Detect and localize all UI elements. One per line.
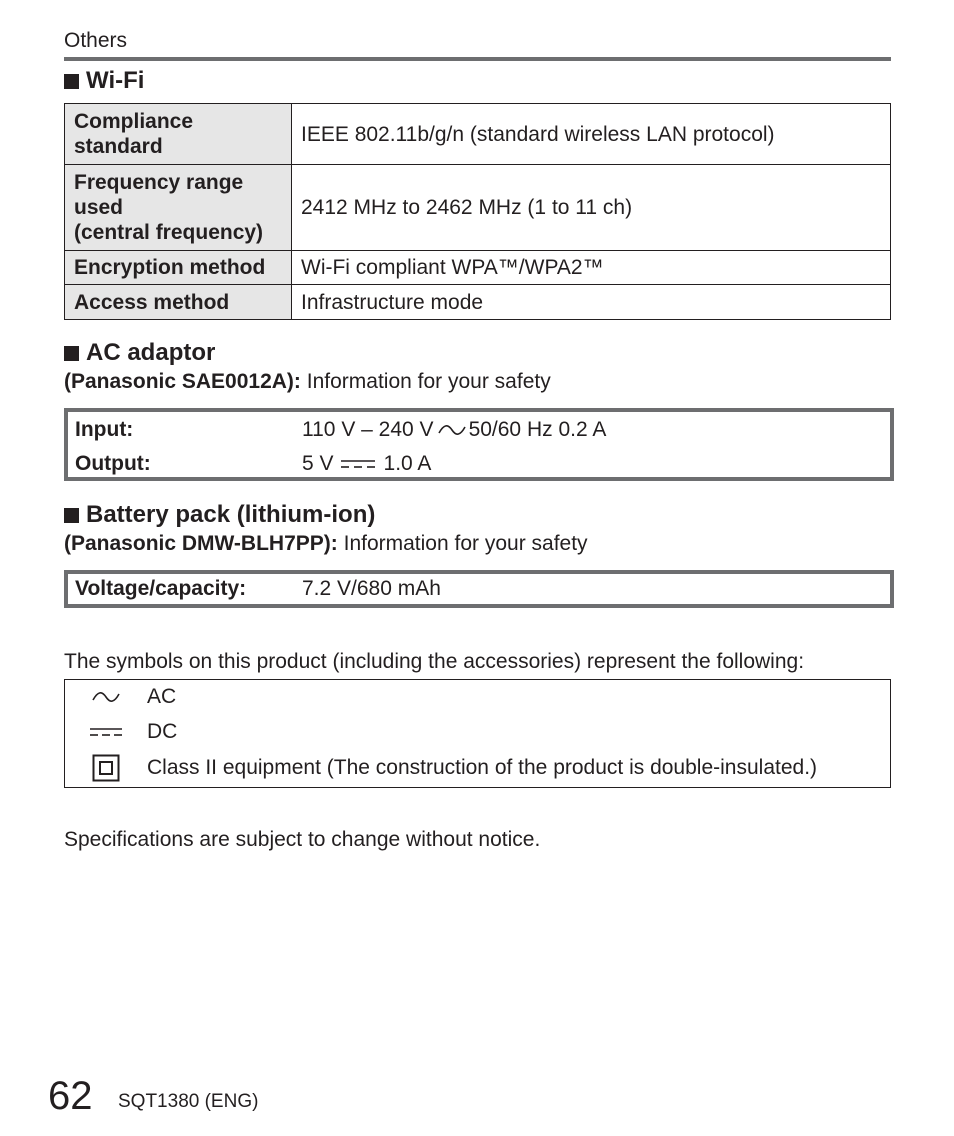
list-item	[65, 681, 176, 713]
output-value	[302, 452, 431, 476]
input-value-pre: 110 V – 240 V	[302, 418, 434, 441]
spec-value: 2412 MHz to 2462 MHz (1 to 11 ch)	[292, 165, 891, 251]
class-ii-symbol-icon	[92, 754, 120, 782]
ac-adaptor-section-title	[64, 339, 215, 367]
spec-label	[65, 251, 292, 285]
output-value-post: 1.0 A	[383, 452, 432, 475]
spec-label-line: Compliance	[74, 110, 194, 133]
voltage-label: Voltage/capacity:	[75, 577, 247, 600]
ac-symbol-icon	[92, 690, 120, 704]
battery-model: (Panasonic DMW-BLH7PP):	[64, 532, 338, 555]
page-number: 62	[48, 1074, 93, 1118]
spec-label-line: used	[74, 196, 124, 219]
voltage-value: 7.2 V/680 mAh	[302, 577, 441, 600]
spec-label-line: standard	[74, 135, 163, 158]
spec-label	[65, 104, 292, 165]
symbol-icon-cell	[65, 726, 147, 738]
input-row	[68, 413, 890, 447]
ac-adaptor-title-text: AC adaptor	[86, 339, 216, 366]
ac-adaptor-spec-box	[64, 408, 894, 481]
spec-value: Infrastructure mode	[292, 285, 891, 320]
spec-label-line: Encryption method	[74, 256, 266, 279]
table-row	[65, 165, 891, 251]
input-value	[302, 418, 606, 442]
battery-note: Information for your safety	[343, 532, 588, 555]
input-value-post: 50/60 Hz 0.2 A	[468, 418, 607, 441]
symbols-intro: The symbols on this product (including the accessories) represent the following:	[64, 650, 805, 673]
wifi-spec-table	[64, 103, 891, 320]
symbol-icon-cell	[65, 754, 147, 782]
output-value-pre: 5 V	[302, 452, 334, 475]
ac-adaptor-model: (Panasonic SAE0012A):	[64, 370, 301, 393]
ac-adaptor-note: Information for your safety	[306, 370, 551, 393]
header-rule	[64, 57, 891, 61]
output-label: Output:	[75, 452, 151, 475]
square-bullet-icon	[64, 74, 79, 89]
voltage-row	[68, 574, 890, 604]
spec-value: Wi-Fi compliant WPA™/WPA2™	[292, 251, 891, 285]
document-code: SQT1380 (ENG)	[118, 1091, 259, 1112]
output-row	[68, 447, 890, 481]
wifi-title-text: Wi-Fi	[86, 67, 145, 94]
footer-note: Specifications are subject to change without notice.	[64, 828, 541, 851]
spec-value: IEEE 802.11b/g/n (standard wireless LAN protocol)	[292, 104, 891, 165]
spec-label-line: (central frequency)	[74, 221, 264, 244]
spec-label-line: Access method	[74, 290, 230, 314]
ac-symbol-icon	[438, 423, 466, 437]
dc-symbol-icon	[89, 726, 123, 738]
square-bullet-icon	[64, 508, 79, 523]
symbols-box	[64, 679, 891, 788]
list-item	[65, 752, 817, 784]
spec-label	[65, 165, 292, 251]
table-row	[65, 285, 891, 320]
dc-symbol-icon	[340, 458, 376, 470]
input-label: Input:	[75, 418, 134, 441]
spec-label-line: Frequency range	[74, 171, 244, 194]
symbol-text: DC	[147, 720, 178, 743]
battery-title-text: Battery pack (lithium-ion)	[86, 501, 376, 528]
table-row	[65, 104, 891, 165]
battery-spec-box	[64, 570, 894, 608]
square-bullet-icon	[64, 346, 79, 361]
wifi-section-title	[64, 67, 144, 95]
symbol-text: Class II equipment (The construction of the product is double-insulated.)	[147, 756, 818, 779]
battery-section-title	[64, 501, 375, 529]
table-row	[65, 251, 891, 285]
symbol-text: AC	[147, 685, 177, 708]
symbol-icon-cell	[65, 690, 147, 704]
running-head: Others	[64, 29, 128, 52]
battery-subtitle	[64, 532, 588, 556]
ac-adaptor-subtitle	[64, 370, 551, 394]
spec-label	[65, 285, 292, 320]
list-item	[65, 716, 177, 748]
